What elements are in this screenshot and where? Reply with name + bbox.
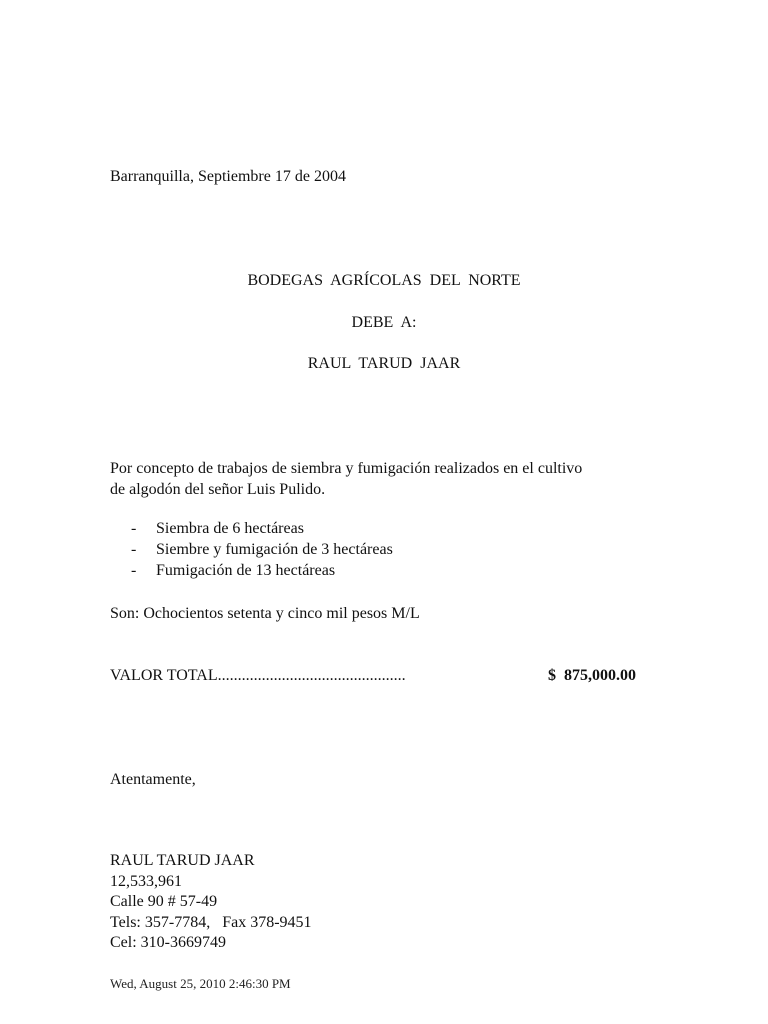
dash-bullet-icon: - — [131, 562, 137, 579]
concept-paragraph — [110, 458, 680, 500]
date-line: Barranquilla, Septiembre 17 de 2004 — [110, 168, 346, 185]
concept-line-2: de algodón del señor Luis Pulido. — [110, 481, 326, 498]
item-text: Fumigación de 13 hectáreas — [156, 562, 336, 579]
signer-cell: Cel: 310-3669749 — [110, 934, 226, 951]
dash-bullet-icon: - — [131, 541, 137, 558]
creditor-name: RAUL TARUD JAAR — [307, 355, 461, 372]
company-name: BODEGAS AGRÍCOLAS DEL NORTE — [247, 272, 521, 289]
total-label: VALOR TOTAL............................................... — [110, 667, 406, 684]
list-item — [131, 560, 393, 581]
signer-phones: Tels: 357-7784, Fax 378-9451 — [110, 913, 312, 931]
owes-label: DEBE A: — [351, 314, 417, 331]
signer-name: RAUL TARUD JAAR — [110, 852, 255, 869]
item-list — [131, 518, 393, 581]
list-item — [131, 539, 393, 560]
item-text: Siembra de 6 hectáreas — [156, 520, 304, 537]
closing-salutation: Atentamente, — [110, 771, 196, 788]
total-amount: $ 875,000.00 — [548, 667, 636, 684]
dash-bullet-icon: - — [131, 520, 137, 537]
item-text: Siembre y fumigación de 3 hectáreas — [156, 541, 393, 558]
concept-line-1: Por concepto de trabajos de siembra y fumigación realizados en el cultivo — [110, 460, 583, 477]
signature-block — [110, 851, 312, 954]
signer-id: 12,533,961 — [110, 872, 182, 890]
print-timestamp: Wed, August 25, 2010 2:46:30 PM — [110, 976, 291, 991]
signer-address: Calle 90 # 57-49 — [110, 893, 218, 910]
list-item — [131, 518, 393, 539]
amount-in-words: Son: Ochocientos setenta y cinco mil pesos M/L — [110, 605, 420, 622]
